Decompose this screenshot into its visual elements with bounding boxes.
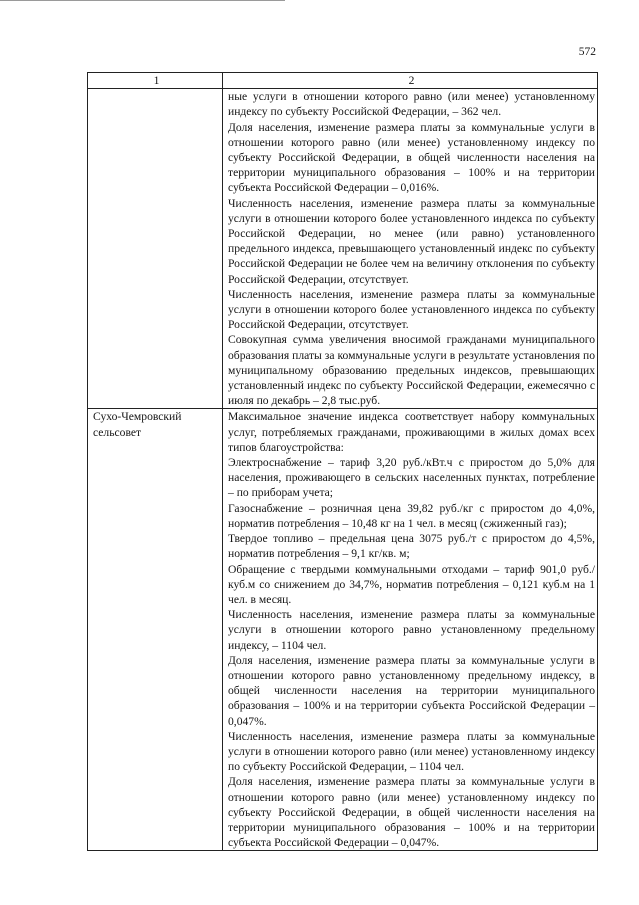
municipality-name [88,89,223,409]
paragraph: Совокупная сумма увеличения вносимой гражданами муниципального образования платы за коммунальные услуги в результате установления по муниципальному образованию предельных индексов, превышающих установленный индекс по субъекту Российской Федерации, ежемесячно с июля по декабрь – 2,8 тыс.руб. [228,333,595,408]
description-cell [223,89,598,409]
table-row [88,409,598,851]
paragraph: Максимальное значение индекса соответствует набору коммунальных услуг, потребляемых гражданами, проживающими в жилых домах всех типов благоустройства: [228,410,595,454]
column-header-2: 2 [223,73,598,89]
paragraph: Доля населения, изменение размера платы за коммунальные услуги в отношении которого равно установленному предельному индексу, в общей численности населения на территории муниципального образования – 100% и на территории субъекта Российской Федерации – 0,047%. [228,653,595,728]
paragraph: Численность населения, изменение размера платы за коммунальные услуги в отношении которого более установленного индекса по субъекту Российской Федерации, отсутствует. [228,287,595,332]
description-cell [223,409,598,851]
paragraph: ные услуги в отношении которого равно (или менее) установленному индексу по субъекту Российской Федерации, – 362 чел. [228,90,595,119]
table-header-row [88,73,598,89]
scan-edge-line [0,0,285,1]
paragraph: Газоснабжение – розничная цена 39,82 руб./кг с приростом до 4,0%, норматив потребления – 10,48 кг на 1 чел. в месяц (сжиженный газ); [228,501,595,530]
paragraph: Электроснабжение – тариф 3,20 руб./кВт.ч с приростом до 5,0% для населения, проживающего в сельских населенных пунктах, потребление – по приборам учета; [228,456,595,500]
paragraph: Численность населения, изменение размера платы за коммунальные услуги в отношении которого равно (или менее) установленному индексу по субъекту Российской Федерации, – 1104 чел. [228,729,595,774]
paragraph: Доля населения, изменение размера платы за коммунальные услуги в отношении которого равно (или менее) установленному индексу по субъекту Российской Федерации, в общей численности населения на территории муниципального образования – 100% и на территории субъекта Российской Федерации – 0,016%. [228,120,595,195]
municipality-name: Сухо-Чемровский сельсовет [88,409,223,851]
indices-table [87,72,598,851]
paragraph: Численность населения, изменение размера платы за коммунальные услуги в отношении которого более установленного индекса по субъекту Российской Федерации, но менее (или равно) установленного предельного индекса, превышающего установленный индекс по субъекту Российской Федерации не более чем на величину отклонения по субъекту Российской Федерации, отсутствует. [228,196,595,286]
paragraph: Доля населения, изменение размера платы за коммунальные услуги в отношении которого равно (или менее) установленному индексу по субъекту Российской Федерации, в общей численности населения на территории муниципального образования – 100% и на территории субъекта Российской Федерации – 0,047%. [228,775,595,850]
paragraph: Обращение с твердыми коммунальными отходами – тариф 901,0 руб./куб.м со снижением до 34,7%, норматив потребления – 0,121 куб.м на 1 чел. в месяц. [228,562,595,606]
paragraph: Численность населения, изменение размера платы за коммунальные услуги в отношении которого равно установленному предельному индексу, – 1104 чел. [228,608,595,652]
column-header-1: 1 [88,73,223,89]
table-row [88,89,598,409]
paragraph: Твердое топливо – предельная цена 3075 руб./т с приростом до 4,5%, норматив потребления – 9,1 кг/кв. м; [228,532,595,561]
page-number: 572 [578,46,596,58]
